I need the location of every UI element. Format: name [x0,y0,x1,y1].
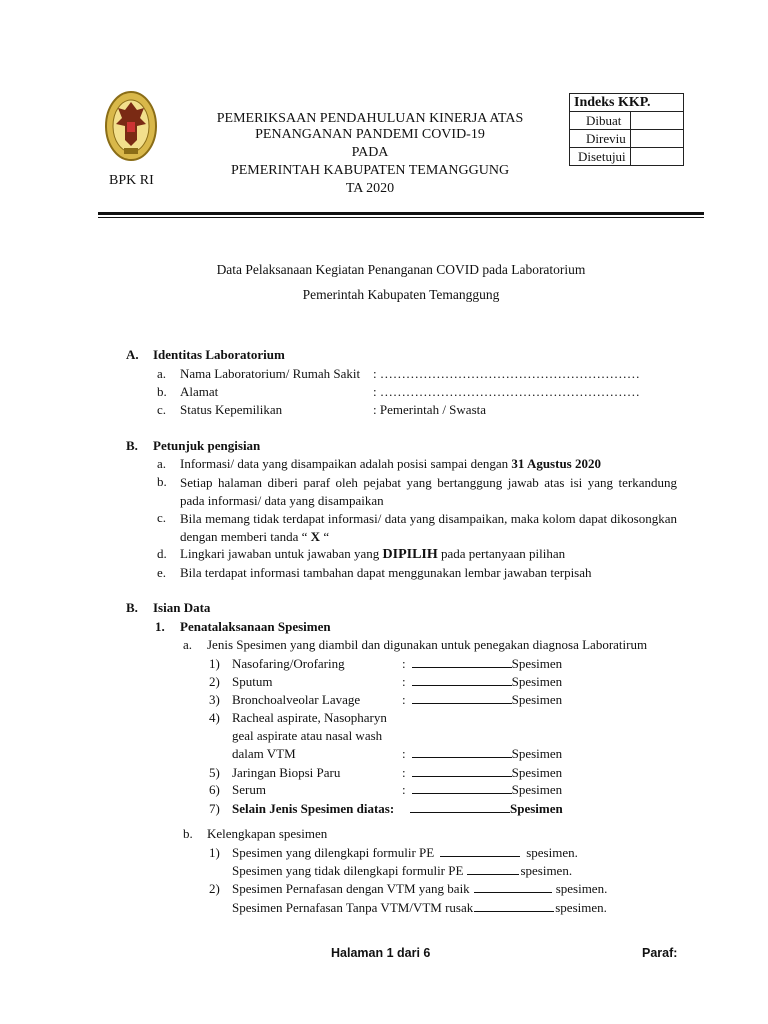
specimen-number: 7) [209,801,220,816]
instruction-b: Setiap halaman diberi paraf oleh pejabat yang bertanggung jawab atas isi yang terkandung pada informasi/ data yang disampaikan [180,475,677,508]
specimen-number: 3) [209,692,220,707]
address-label: Alamat [180,384,219,399]
completeness-pe-field[interactable]: Spesimen yang dilengkapi formulir PE spesimen. [232,845,578,860]
subsection-1-title: Penatalaksanaan Spesimen [180,619,331,634]
instruction-a-text: Informasi/ data yang disampaikan adalah posisi sampai dengan [180,456,512,471]
header-divider-thick [98,212,704,215]
section-a-letter: a. [157,366,167,381]
kkp-index-table [569,93,684,166]
instruction-e: Bila terdapat informasi tambahan dapat menggunakan lembar jawaban terpisah [180,565,592,580]
instruction-letter: b. [157,474,167,489]
instruction-c-tail: “ [320,529,330,544]
completeness-number: 1) [209,845,220,860]
specimen-number: 5) [209,765,220,780]
kkp-paraf-cell[interactable] [630,130,683,148]
header-divider-thin [98,217,704,218]
section-c-title: Isian Data [153,600,211,615]
kkp-row-label: Dibuat [570,112,631,130]
lab-name-field[interactable]: : …………………………………………………… [373,366,640,381]
header-title-line-3: PADA [351,145,389,160]
question-b-text: Kelengkapan spesimen [207,826,328,841]
specimen-label: Serum [232,782,266,797]
specimen-count-field[interactable]: : Spesimen [402,765,563,780]
section-a-title: Identitas Laboratorium [153,347,285,362]
paraf-label: Paraf: [642,946,678,960]
specimen-count-field[interactable]: Spesimen [410,801,563,817]
specimen-number: 4) [209,710,220,725]
specimen-label: Bronchoalveolar Lavage [232,692,361,707]
specimen-label-cont: dalam VTM [232,746,296,761]
specimen-number: 6) [209,782,220,797]
kkp-title: Indeks KKP. [570,94,684,112]
instruction-letter: e. [157,565,167,580]
bpk-emblem-logo [104,88,158,168]
cutoff-date: 31 Agustus 2020 [511,456,601,471]
org-short-label: BPK RI [109,173,154,188]
question-b-letter: b. [183,826,193,841]
specimen-number: 1) [209,656,220,671]
completeness-no-vtm-field[interactable]: Spesimen Pernafasan Tanpa VTM/VTM rusak spesimen. [232,900,607,915]
section-c-marker: B. [126,600,138,615]
specimen-count-field[interactable]: : Spesimen [402,746,563,761]
specimen-label: Jaringan Biopsi Paru [232,765,341,780]
ownership-label: Status Kepemilikan [180,402,283,417]
specimen-label: Nasofaring/Orofaring [232,656,345,671]
completeness-no-pe-field[interactable]: Spesimen yang tidak dilengkapi formulir PE spesimen. [232,863,573,878]
question-a-text: Jenis Spesimen yang diambil dan digunakan untuk penegakan diagnosa Laboratirum [207,637,648,652]
page-number: Halaman 1 dari 6 [331,946,431,960]
header-title-line-1: PEMERIKSAAN PENDAHULUAN KINERJA ATAS [216,111,524,126]
specimen-label-cont: geal aspirate atau nasal wash [232,728,383,743]
kkp-row-label: Disetujui [570,148,631,166]
specimen-label: Sputum [232,674,273,689]
ownership-choice[interactable]: : Pemerintah / Swasta [373,402,487,417]
section-b-title: Petunjuk pengisian [153,438,261,453]
specimen-count-field[interactable]: : Spesimen [402,692,563,707]
dipilih-emphasis: DIPILIH [382,547,438,562]
specimen-count-field[interactable]: : Spesimen [402,782,563,797]
address-field[interactable]: : …………………………………………………… [373,384,640,399]
section-a-marker: A. [126,347,139,362]
instruction-c [180,510,677,546]
instruction-d-text: Lingkari jawaban untuk jawaban yang [180,546,383,561]
kkp-row-label: Direviu [570,130,631,148]
instruction-a [180,456,601,472]
completeness-vtm-field[interactable]: Spesimen Pernafasan dengan VTM yang baik spesimen. [232,881,608,896]
header-title-line-2: PENANGANAN PANDEMI COVID-19 [255,127,485,142]
specimen-label: Racheal aspirate, Nasopharyn [232,710,387,725]
section-a-letter: c. [157,402,167,417]
instruction-letter: d. [157,546,167,561]
instruction-letter: a. [157,456,167,471]
section-a-letter: b. [157,384,167,399]
doc-title-line-2: Pemerintah Kabupaten Temanggung [302,287,500,302]
kkp-paraf-cell[interactable] [630,148,683,166]
header-title-line-4: PEMERINTAH KABUPATEN TEMANGGUNG [230,163,510,178]
kkp-paraf-cell[interactable] [630,112,683,130]
specimen-count-field[interactable]: : Spesimen [402,674,563,689]
completeness-number: 2) [209,881,220,896]
subsection-1-number: 1. [155,619,165,634]
specimen-number: 2) [209,674,220,689]
section-b-marker: B. [126,438,138,453]
instruction-c-text: Bila memang tidak terdapat informasi/ data yang disampaikan, maka kolom dapat dikosongkan dengan memberi tanda “ [180,511,677,544]
x-mark: X [310,529,321,544]
doc-title-line-1: Data Pelaksanaan Kegiatan Penanganan COVID pada Laboratorium [216,262,586,277]
instruction-letter: c. [157,510,167,525]
question-a-letter: a. [183,637,193,652]
specimen-count-field[interactable]: : Spesimen [402,656,563,671]
instruction-d [180,546,565,563]
lab-name-label: Nama Laboratorium/ Rumah Sakit [180,366,361,381]
header-title-line-5: TA 2020 [345,181,395,196]
instruction-d-tail: pada pertanyaan pilihan [437,546,566,561]
specimen-label-other: Selain Jenis Spesimen diatas: [232,801,395,816]
